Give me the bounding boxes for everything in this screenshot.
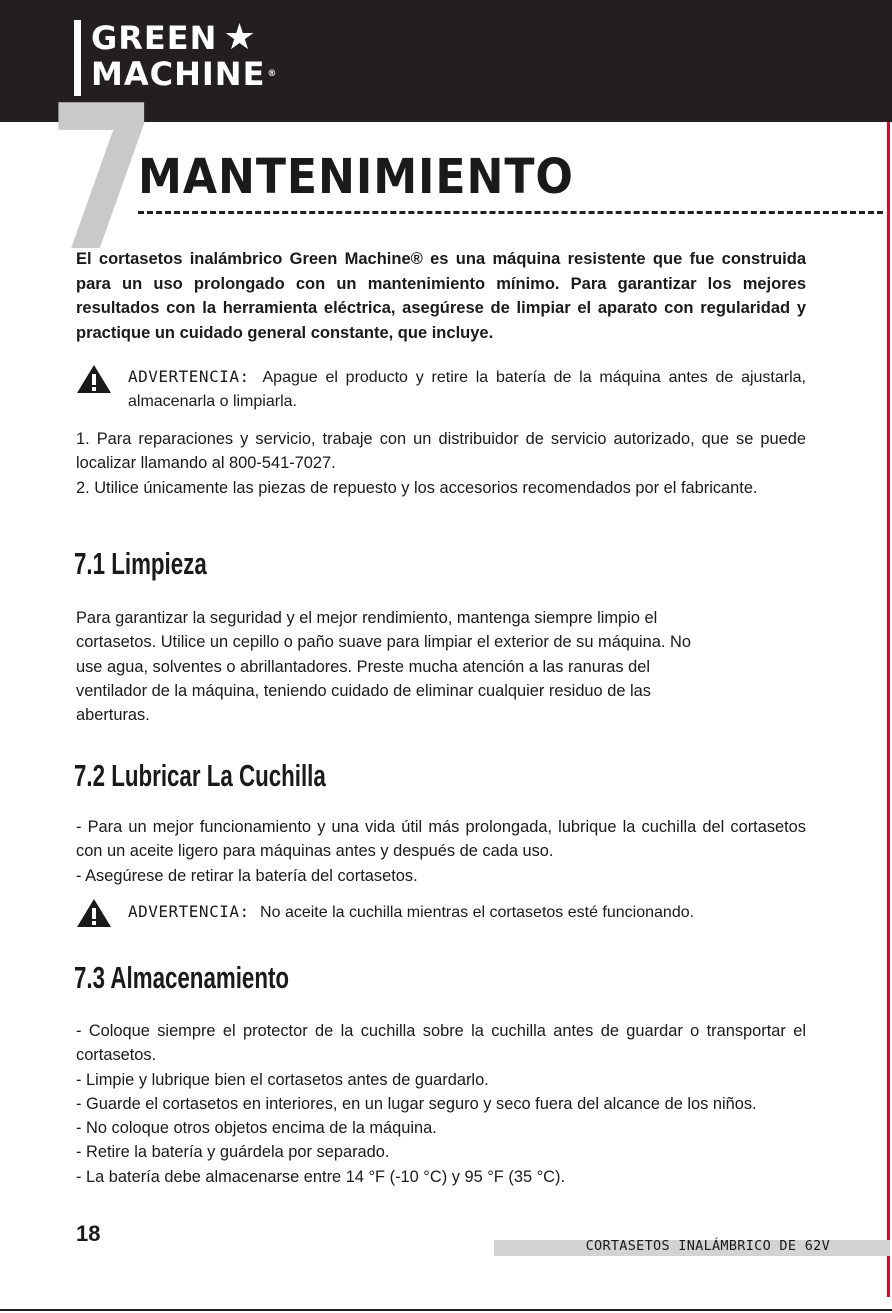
warning-text: Apague el producto y retire la batería de la máquina antes de ajustarla, almacenarla o limpiarla. [128,369,806,410]
bottom-rule [0,1309,892,1311]
warning-text: No aceite la cuchilla mientras el cortasetos esté funcionando. [260,904,695,921]
chapter-title: MANTENIMIENTO [138,149,574,205]
list-item: - Asegúrese de retirar la batería del cortasetos. [76,866,418,885]
text-line: Para garantizar la seguridad y el mejor rendimiento, mantenga siempre limpio el [76,609,658,627]
title-divider [138,211,883,214]
text-line: aberturas. [76,706,150,725]
warning-icon [76,898,112,928]
service-list [76,427,806,500]
chapter-number: 7 [48,63,157,296]
logo-line2: MACHINE [91,55,266,93]
storage-list [76,1019,806,1189]
intro-paragraph: El cortasetos inalámbrico Green Machine® es una máquina resistente que fue construida para un uso prolongado con un mantenimiento mínimo. Para garantizar los mejores resultados con la herramienta eléctrica, asegúrese de limpiar el aparato con regularidad y practique un cuidado general constante, que incluye. [76,250,806,342]
logo-line1: GREEN [91,19,218,57]
list-item: - Retire la batería y guárdela por separado. [76,1143,390,1162]
list-item: - Para un mejor funcionamiento y una vida útil más prolongada, lubrique la cuchilla del cortasetos con un aceite ligero para máquinas antes y después de cada uso. [76,818,806,861]
text-line: use agua, solventes o abrillantadores. Preste mucha atención a las ranuras del [76,657,651,676]
list-item: - Guarde el cortasetos en interiores, en un lugar seguro y seco fuera del alcance de los niños. [76,1094,757,1113]
footer-product-name: CORTASETOS INALÁMBRICO DE 62V [585,1238,830,1254]
list-item: - La batería debe almacenarse entre 14 °F (-10 °C) y 95 °F (35 °C). [76,1167,566,1186]
text-line: cortasetos. Utilice un cepillo o paño suave para limpiar el exterior de su máquina. No [76,633,691,652]
warning-label: ADVERTENCIA: [128,902,250,921]
section-title-cleaning: 7.1 Limpieza [74,546,207,581]
list-item: 2. Utilice únicamente las piezas de repuesto y los accesorios recomendados por el fabricante. [76,478,758,497]
cleaning-paragraph [76,606,806,727]
list-item: - Coloque siempre el protector de la cuchilla sobre la cuchilla antes de guardar o transportar el cortasetos. [76,1022,806,1065]
warning-label: ADVERTENCIA: [128,367,250,386]
section-title-storage: 7.3 Almacenamiento [74,960,290,995]
registered-mark: ® [267,69,278,79]
lubricate-list [76,815,806,888]
list-item: - Limpie y lubrique bien el cortasetos antes de guardarlo. [76,1070,489,1089]
text-line: ventilador de la máquina, teniendo cuidado de eliminar cualquier residuo de las [76,681,651,700]
list-item: - No coloque otros objetos encima de la máquina. [76,1119,437,1138]
warning-block-2 [76,898,806,928]
star-icon: ★ [223,17,257,58]
warning-block-1 [76,364,806,414]
page-number: 18 [76,1221,101,1246]
section-title-lubricate: 7.2 Lubricar La Cuchilla [74,758,326,793]
right-accent-rule [887,122,890,1297]
list-item: 1. Para reparaciones y servicio, trabaje con un distribuidor de servicio autorizado, que se puede localizar llamando al 800-541-7027. [76,430,806,473]
warning-icon [76,364,112,394]
